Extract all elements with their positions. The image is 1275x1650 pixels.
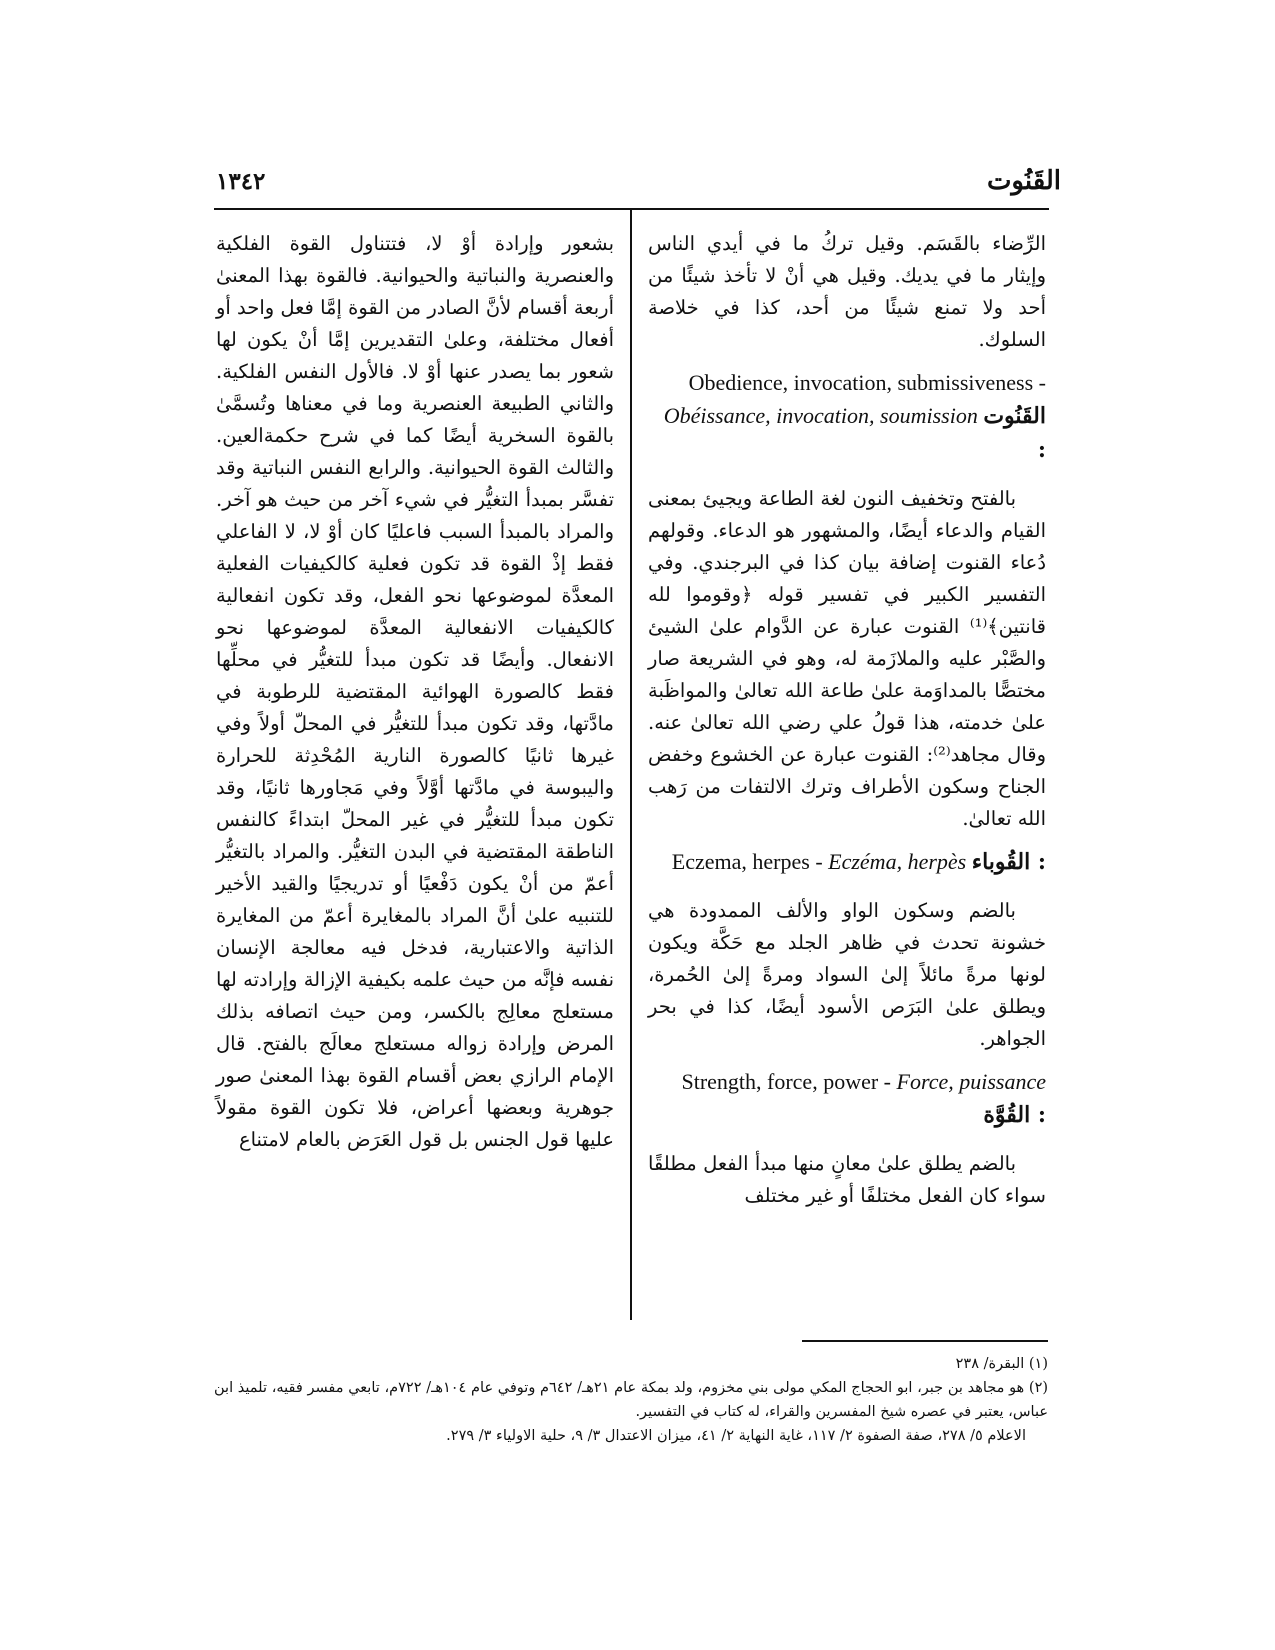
entry-term: القَنُوت : [983,403,1046,463]
entry-english: Obedience, invocation, submissiveness - [688,370,1046,395]
footnotes [214,1352,1048,1448]
entry-term: القُوباء : [971,849,1046,875]
paragraph-quwwa-continued: بشعور وإرادة أوْ لا، فتتناول القوة الفلكية والعنصرية والنباتية والحيوانية. فالقوة بهذا المعنىٰ أربعة أقسام لأنَّ الصادر من القوة إمَّا فعل واحد أو أفعال مختلفة، وعلىٰ التقديرين إمَّا أنْ يكون لها شعور بما يصدر عنها أوْ لا. فالأول النفس الفلكية. والثاني الطبيعة العنصرية وما في معناها وتُسمَّىٰ بالقوة السخرية أيضًا كما في شرح حكمةالعين. والثالث القوة الحيوانية. والرابع النفس النباتية وقد تفسَّر بمبدأ التغيُّر في شيء آخر من حيث هو آخر. والمراد بالمبدأ السبب فاعليًا كان أوْ لا، لا الفاعلي فقط إذْ القوة قد تكون فعلية كالكيفيات الفعلية المعدَّة لموضوعها نحو الفعل، وقد تكون انفعالية كالكيفيات الانفعالية المعدَّة لموضوعها نحو الانفعال. وأيضًا قد تكون مبدأ للتغيُّر في محلِّها فقط كالصورة الهوائية المقتضية للرطوبة في مادَّتها، وقد تكون مبدأ للتغيُّر في المحلّ أولاً وفي غيرها ثانيًا كالصورة النارية المُحْدِثة للحرارة واليبوسة في مادَّتها أوَّلاً وفي مَجاورها ثانيًا، وقد تكون مبدأ للتغيُّر في غير المحلّ ابتداءً كالنفس الناطقة المقتضية في البدن التغيُّر. والمراد بالتغيُّر أعمّ من أنْ يكون دَفْعيًا أو تدريجيًا والقيد الأخير للتنبيه علىٰ أنَّ المراد بالمغايرة أعمّ من المغايرة الذاتية والاعتبارية، فدخل فيه معالجة الإنسان نفسه فإنَّه من حيث علمه بكيفية الإزالة وإرادته لها مستعلج معالِج بالكسر، ومن حيث اتصافه بذلك المرض وإرادة زواله مستعلج معالَج بالفتح. قال الإمام الرازي بعض أقسام القوة بهذا المعنىٰ صور جوهرية وبعضها أعراض، فلا تكون القوة مقولاً عليها قول الجنس بل قول العَرَض بالعام لامتناع [216,232,614,1151]
paragraph-intro: الرِّضاء بالقَسَم. وقيل تركُ ما في أيدي الناس وإيثار ما في يديك. وقيل هي أنْ لا تأخذ شيئًا من أحد ولا تمنع شيئًا من أحد، كذا في خلاصة السلوك. [648,232,1046,351]
column-divider [630,210,632,1320]
paragraph-quba: بالضم وسكون الواو والألف الممدودة هي خشونة تحدث في ظاهر الجلد مع حَكَّة ويكون لونها مرةً مائلاً إلىٰ السواد ومرةً إلىٰ الحُمرة، ويطلق علىٰ البَرَص الأسود أيضًا، كذا في بحر الجواهر. [648,899,1046,1050]
footnote-1: (١) البقرة/ ٢٣٨ [955,1356,1048,1372]
footnote-2: (٢) هو مجاهد بن جبر، ابو الحجاج المكي مولى بني مخزوم، ولد بمكة عام ٢١هـ/ ٦٤٢م وتوفي عام ١٠٤هـ/ ٧٢٢م، تابعي مفسر فقيه، تلميذ ابن عباس، يعتبر في عصره شيخ المفسرين والقراء، له كتاب في التفسير. [214,1380,1049,1420]
left-column [216,228,614,1156]
right-column [648,228,1046,1212]
entry-term: القُوَّة : [983,1102,1046,1128]
entry-heading-qunut [648,366,1046,467]
running-title: القَنُوت [986,166,1061,196]
paragraph-qunut: بالفتح وتخفيف النون لغة الطاعة ويجيئ بمعنى القيام والدعاء أيضًا، والمشهور هو الدعاء. وقولهم دُعاء القنوت إضافة بيان كذا في البرجندي. وفي التفسير الكبير في تفسير قوله ﴿وقوموا لله قانتين﴾⁽¹⁾ القنوت عبارة عن الدَّوام علىٰ الشيئ والصَّبْر عليه والملازَمة له، وهو في الشريعة صار مختصًّا بالمداوَمة علىٰ طاعة الله تعالىٰ والمواظَبة علىٰ خدمته، هذا قولُ علي رضي الله تعالىٰ عنه. وقال مجاهد⁽²⁾: القنوت عبارة عن الخشوع وخفض الجناح وسكون الأطراف وترك الالتفات من رَهب الله تعالىٰ. [648,487,1047,830]
entry-english: Strength, force, power - [681,1069,892,1094]
footnote-2-sources: الاعلام ٥/ ٢٧٨، صفة الصفوة ٢/ ١١٧، غاية النهاية ٢/ ٤١، ميزان الاعتدال ٣/ ٩، حلية الاولياء ٣/ ٢٧٩. [446,1428,1026,1444]
page-number: ١٣٤٢ [216,168,266,195]
entry-heading-quwwa [648,1065,1046,1132]
footnote-rule [802,1340,1048,1342]
entry-french: Obéissance, invocation, soumission [663,403,978,428]
entry-english: Eczema, herpes - [671,849,823,874]
paragraph-quwwa: بالضم يطلق علىٰ معانٍ منها مبدأ الفعل مطلقًا سواء كان الفعل مختلفًا أو غير مختلف [648,1152,1046,1207]
entry-french: Eczéma, herpès [828,849,967,874]
entry-french: Force, puissance [896,1069,1046,1094]
entry-heading-quba [648,845,1046,879]
